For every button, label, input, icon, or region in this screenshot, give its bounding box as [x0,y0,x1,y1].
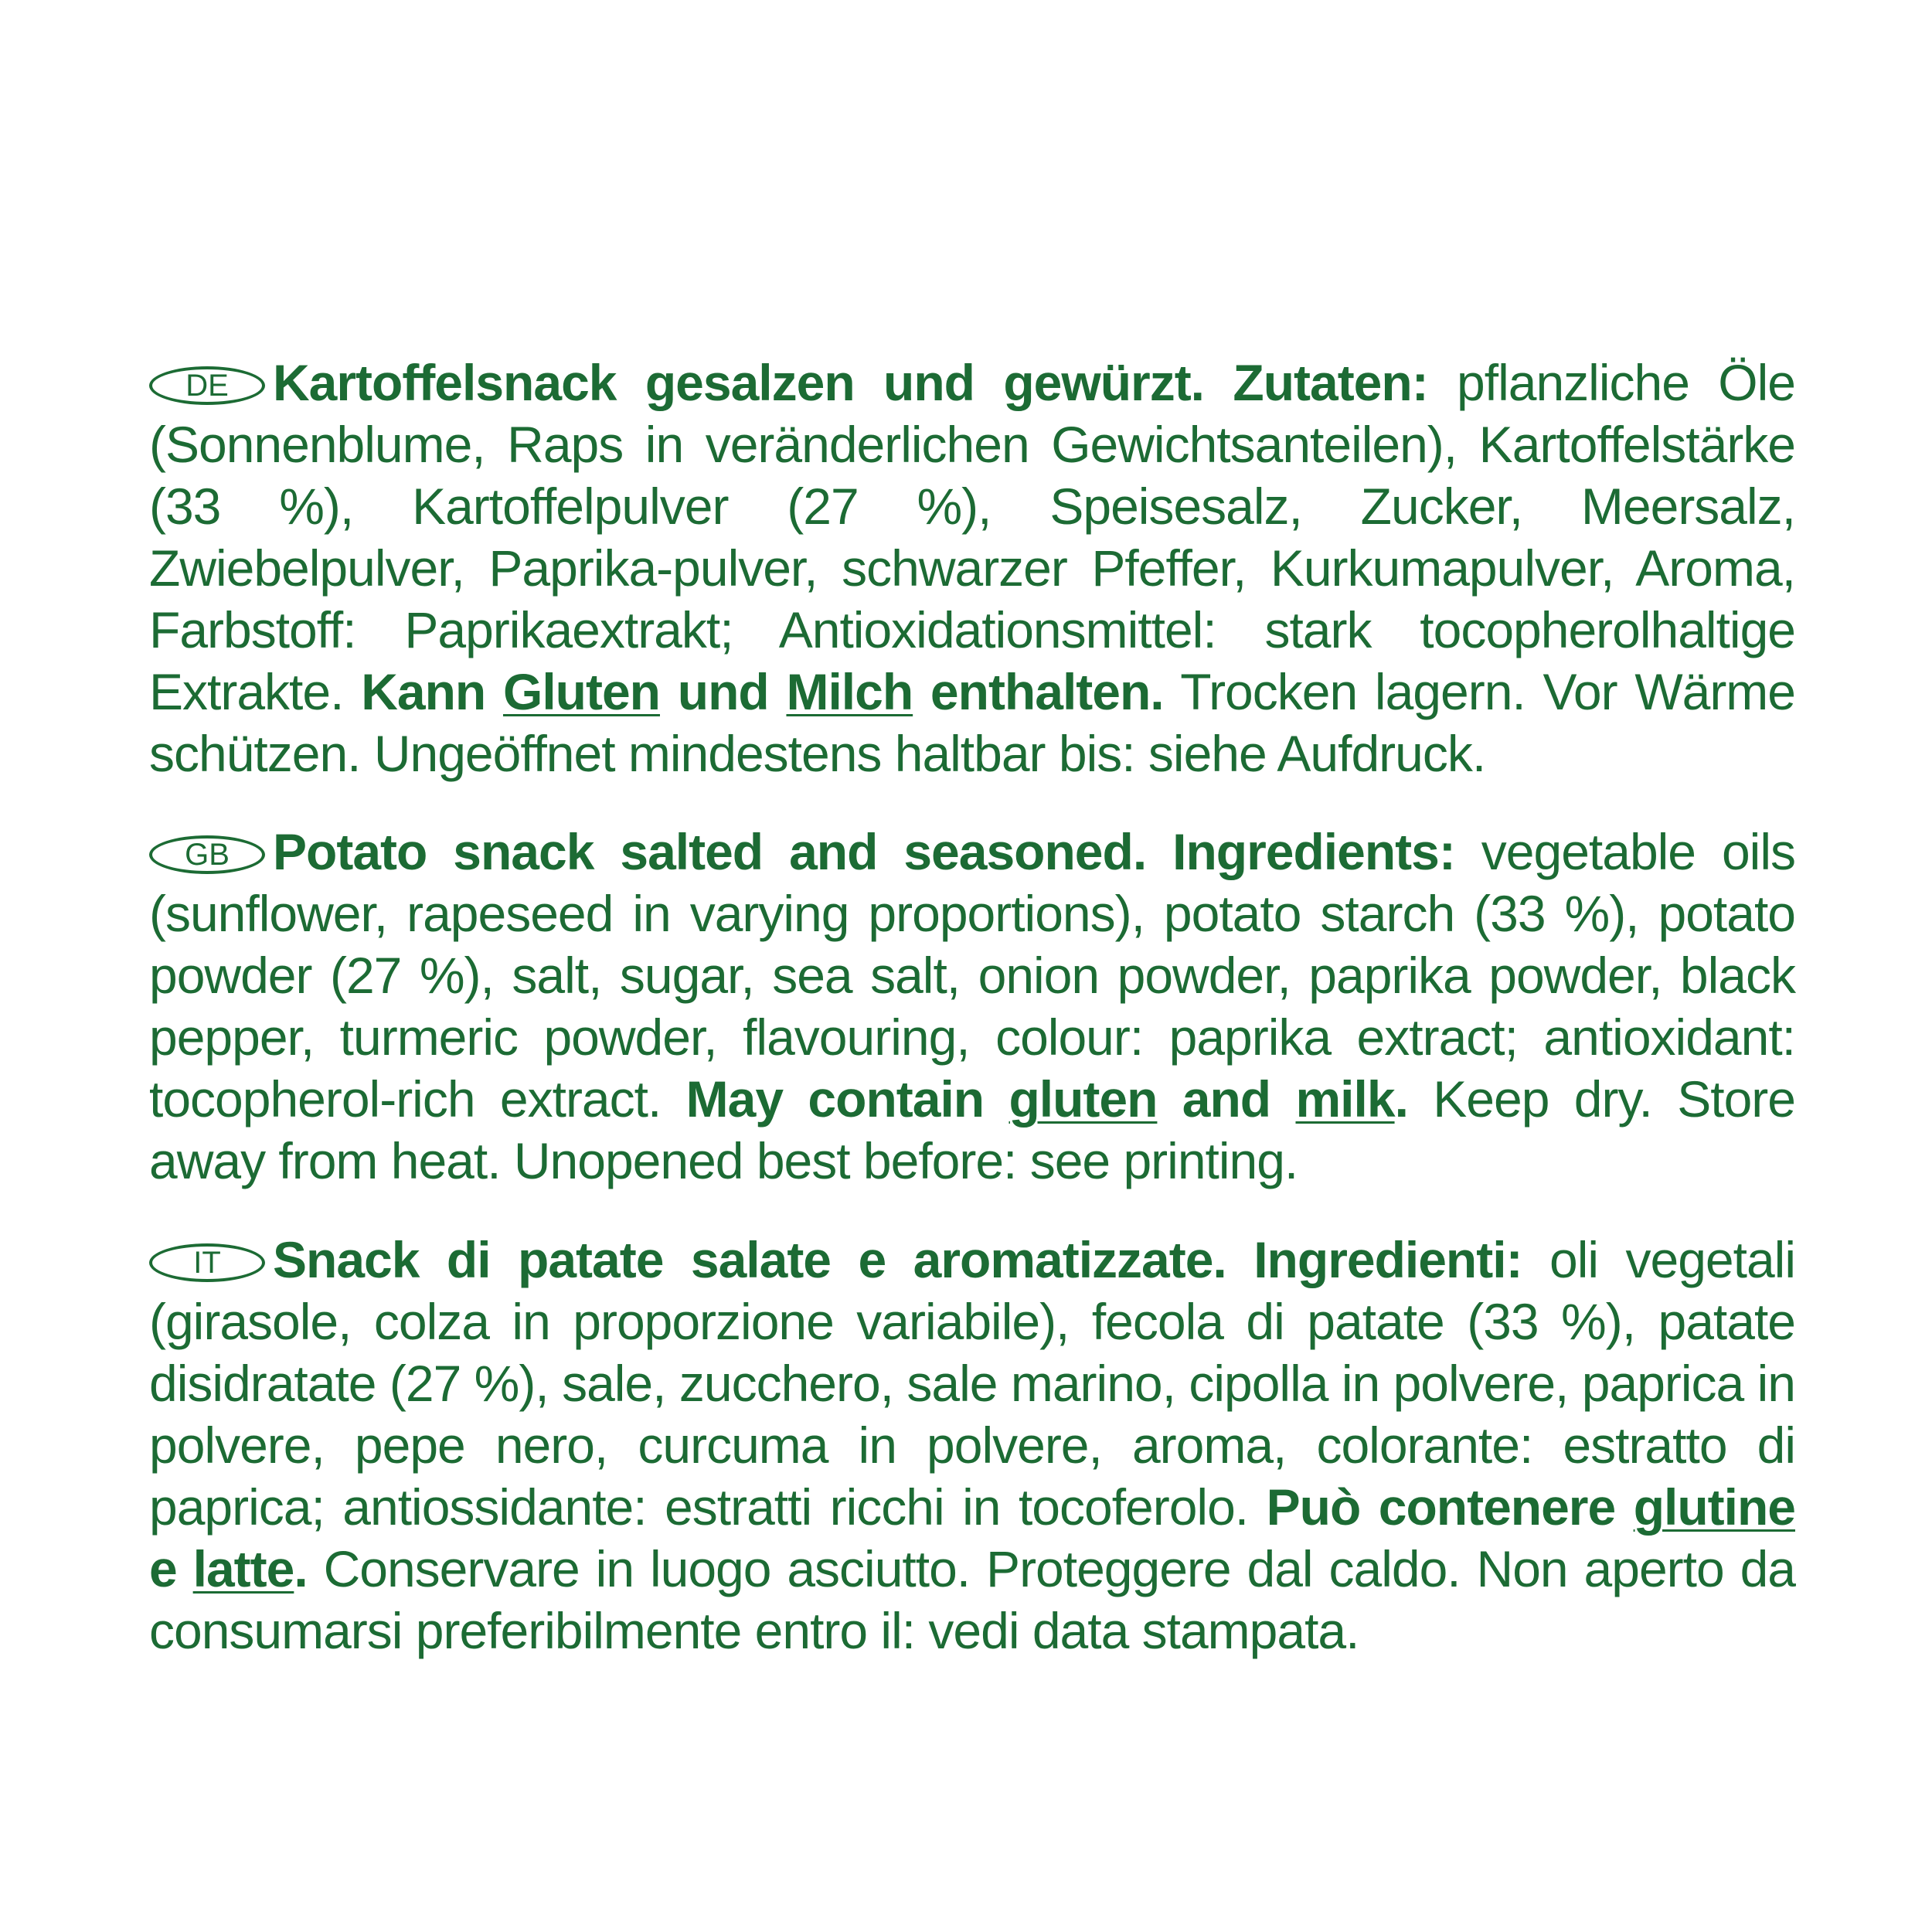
language-badge-gb: GB [149,835,265,874]
product-title-gb: Potato snack salted and seasoned. Ingredients: [273,823,1455,880]
storage-text-de: Trocken lagern. Vor Wärme schützen. Ungeöffnet mindestens haltbar bis: siehe Aufdruck. [149,663,1795,782]
ingredients-text-it: oli vegetali (girasole, colza in proporzione variabile), fecola di patate (33 %), patate disidratate (27 %), sale, zucchero, sale marino, cipolla in polvere, paprica in polvere, pepe nero, curcuma in polvere, aroma, colorante: estratto di paprica; antiossidante: estratti ricchi in tocoferolo. [149,1231,1795,1536]
allergen-milk-de: Milch [786,663,913,720]
allergen-notice-it: Può contenere glutine e latte. [149,1478,1795,1597]
ingredients-text-gb: vegetable oils (sunflower, rapeseed in varying proportions), potato starch (33 %), potato powder (27 %), salt, sugar, sea salt, onion powder, paprika powder, black pepper, turmeric powder, flavouring, colour: paprika extract; antioxidant: tocopherol-rich extract. [149,823,1796,1128]
allergen-milk-gb: milk [1295,1070,1395,1128]
allergen-gluten-gb: gluten [1009,1070,1158,1128]
language-badge-it: IT [149,1243,265,1282]
allergen-milk-it: latte [192,1540,294,1597]
language-badge-de: DE [149,366,265,405]
product-title-de: Kartoffelsnack gesalzen und gewürzt. Zutaten: [273,354,1428,411]
ingredients-text-de: pflanzliche Öle (Sonnenblume, Raps in veränderlichen Gewichtsanteilen), Kartoffelstärke (33 %), Kartoffelpulver (27 %), Speisesalz, Zucker, Meersalz, Zwiebelpulver, Paprika-pulver, schwarzer Pfeffer, Kurkumapulver, Aroma, Farbstoff: Paprikaextrakt; Antioxidationsmittel: stark tocopherolhaltige Extrakte. [149,354,1795,720]
storage-text-it: Conservare in luogo asciutto. Proteggere dal caldo. Non aperto da consumarsi preferibilmente entro il: vedi data stampata. [149,1540,1795,1659]
storage-text-gb: Keep dry. Store away from heat. Unopened best before: see printing. [149,1070,1795,1189]
section-de [149,352,1795,784]
section-gb [149,821,1795,1192]
section-it [149,1229,1795,1662]
product-title-it: Snack di patate salate e aromatizzate. Ingredienti: [273,1231,1522,1288]
allergen-notice-de: Kann Gluten und Milch enthalten. [361,663,1164,720]
allergen-notice-gb: May contain gluten and milk. [685,1070,1408,1128]
allergen-gluten-it: glutine [1633,1478,1795,1536]
allergen-gluten-de: Gluten [502,663,660,720]
